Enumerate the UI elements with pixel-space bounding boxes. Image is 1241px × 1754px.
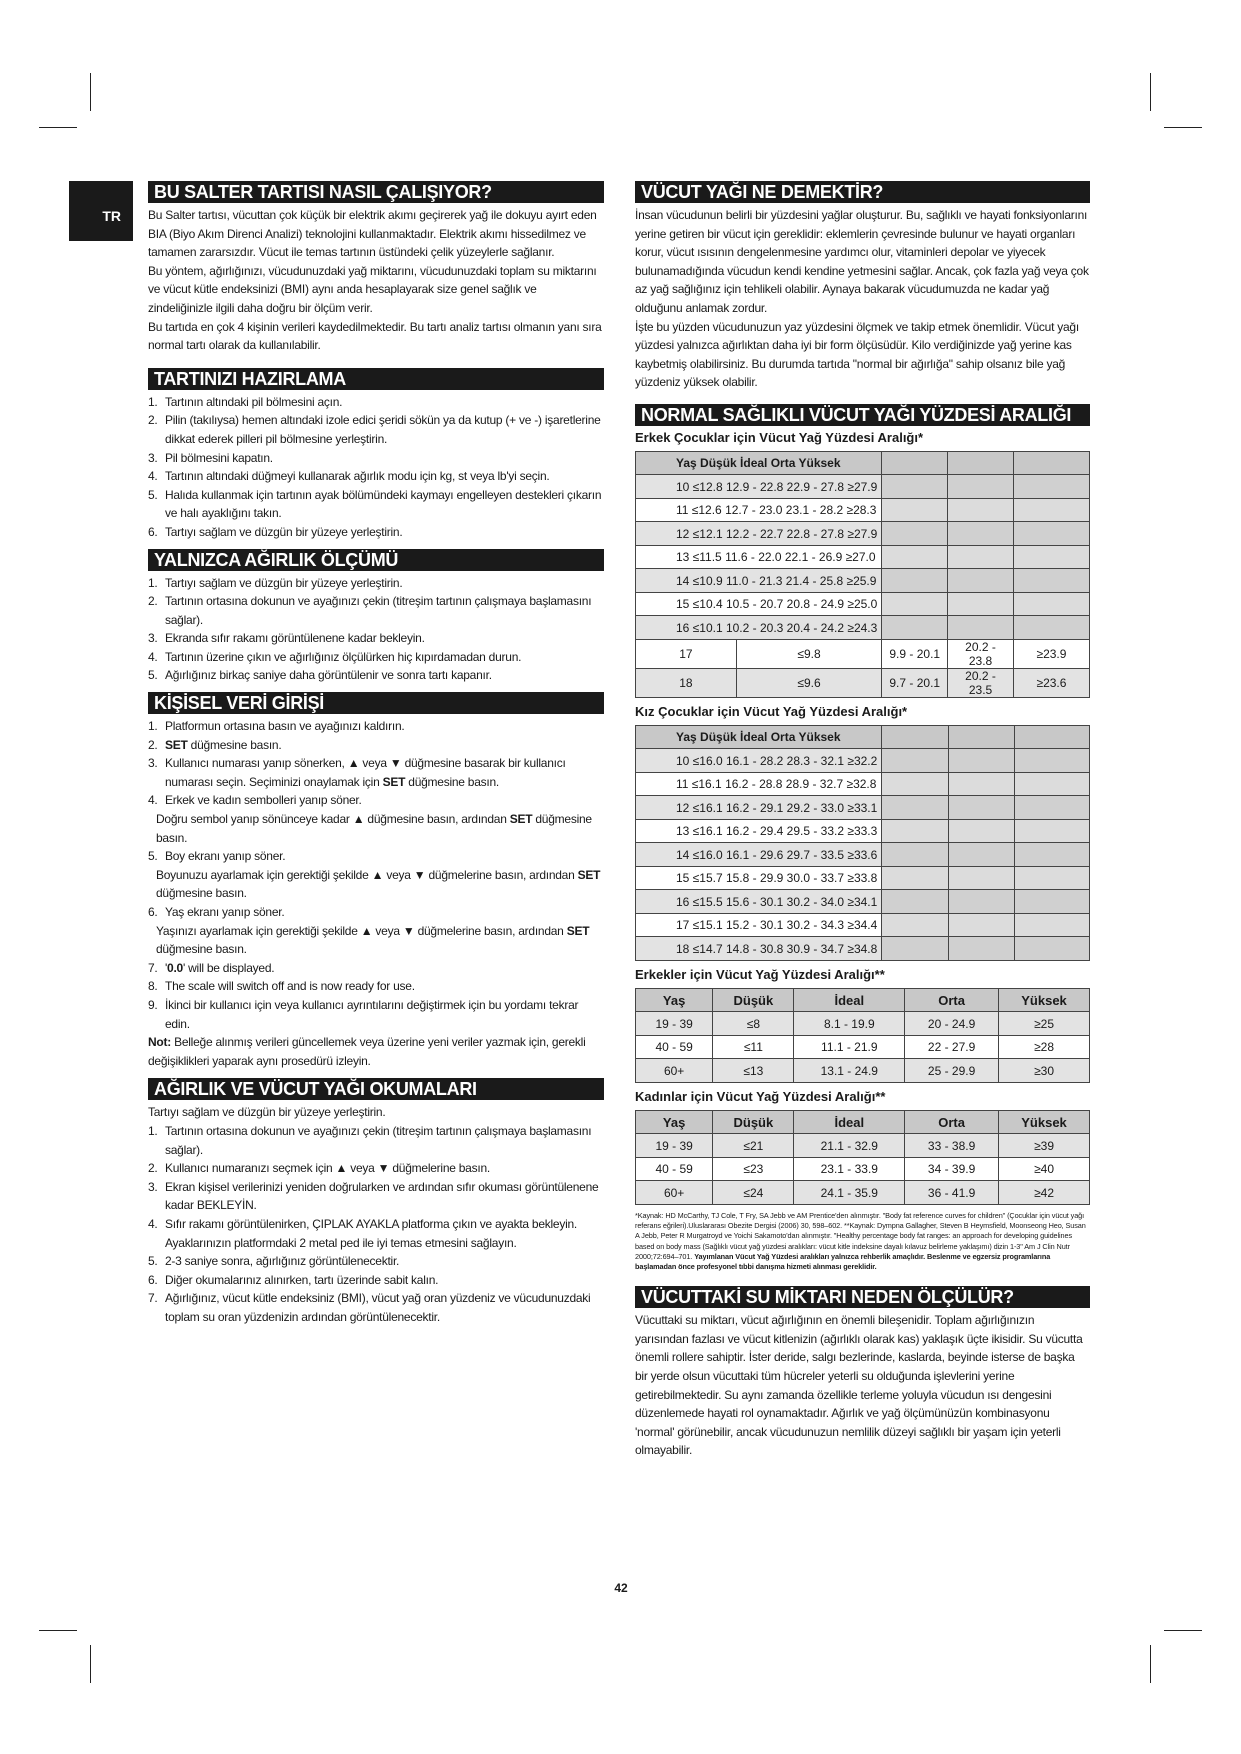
- list-item: Boyunuzu ayarlamak için gerektiği şekilde ▲ veya ▼ düğmelerine basın, ardından SET düğmesine basın.: [156, 867, 601, 901]
- table-row: [636, 843, 1090, 867]
- table-cell: 34 - 39.9: [905, 1157, 999, 1181]
- table-cell: [882, 772, 948, 796]
- paragraph: İnsan vücudunun belirli bir yüzdesini yağlar oluşturur. Bu, sağlıklı ve hayati fonksiyonlarını yerine getiren bir vücut için gereklidir: eklemlerin çevresinde bulunur ve hayati organları korur, vücut ısısının dengelenmesine yardımcı olur, vitaminleri depolar ve yiyecek bulunamadığında vücudun kendi kendine yetmesini sağlar. Ancak, çok fazla yağ veya çok az yağ sağlığınız için tehlikeli olabilir. Aynaya bakarak vücudumuzda ne kadar yağ olduğunu anlamak zordur.: [635, 208, 1089, 315]
- table-cell: [948, 592, 1014, 616]
- table-row: [636, 522, 1090, 546]
- section-title: KİŞİSEL VERİ GİRİŞİ: [148, 692, 604, 714]
- water-section: [635, 1286, 1090, 1460]
- down-arrow-icon: ▼: [377, 1161, 390, 1176]
- up-arrow-icon: ▲: [352, 812, 365, 827]
- personal-data-steps: [148, 717, 604, 1033]
- language-tab: TR: [69, 181, 133, 241]
- table-row: [636, 451, 1090, 475]
- table-row: [636, 475, 1090, 499]
- table-row: [636, 1059, 1090, 1083]
- table-cell: [882, 843, 948, 867]
- table-cell: 19 - 39: [636, 1134, 713, 1158]
- table-row: [636, 725, 1090, 749]
- table-cell: 9.9 - 20.1: [882, 639, 948, 668]
- table-cell: 14 ≤10.9 11.0 - 21.3 21.4 - 25.8 ≥25.9: [636, 569, 882, 593]
- table-cell: 16 ≤15.5 15.6 - 30.1 30.2 - 34.0 ≥34.1: [636, 890, 882, 914]
- table-cell: [882, 725, 948, 749]
- table-row: [636, 890, 1090, 914]
- table-cell: Yaş Düşük İdeal Orta Yüksek: [636, 451, 882, 475]
- list-item: Doğru sembol yanıp sönünceye kadar ▲ düğmesine basın, ardından SET düğmesine basın.: [156, 812, 592, 845]
- table-cell: 23.1 - 33.9: [794, 1157, 905, 1181]
- list-item: 1. Tartının altındaki pil bölmesini açın.: [148, 394, 343, 409]
- crop-mark: [1164, 127, 1202, 128]
- table-cell: [1013, 498, 1089, 522]
- list-item: 5. Ağırlığınız birkaç saniye daha görüntülenir ve sonra tartı kapanır.: [148, 668, 492, 683]
- table-cell: [948, 890, 1014, 914]
- table-cell: 25 - 29.9: [905, 1059, 999, 1083]
- table-cell: [882, 913, 948, 937]
- table-cell: [1013, 522, 1089, 546]
- list-item: 4. Sıfır rakamı görüntülenirken, ÇIPLAK AYAKLA platforma çıkın ve ayakta bekleyin. Ayaklarınızın platformdaki 2 metal ped ile iyi temas etmesini sağlayın.: [148, 1216, 578, 1250]
- how-it-works-section: [148, 181, 604, 355]
- table-cell: 21.1 - 32.9: [794, 1134, 905, 1158]
- table-cell: ≥42: [999, 1181, 1090, 1205]
- crop-mark: [90, 1645, 91, 1683]
- table-cell: ≥39: [999, 1134, 1090, 1158]
- crop-mark: [39, 1630, 77, 1631]
- table-cell: [948, 569, 1014, 593]
- section-title: BU SALTER TARTISI NASIL ÇALIŞIYOR?: [148, 181, 604, 203]
- table-cell: [882, 866, 948, 890]
- table-cell: [1013, 616, 1089, 640]
- table-cell: 40 - 59: [636, 1035, 713, 1059]
- table-cell: 12 ≤16.1 16.2 - 29.1 29.2 - 33.0 ≥33.1: [636, 796, 882, 820]
- column-header: İdeal: [794, 1110, 905, 1134]
- table-cell: ≥23.9: [1013, 639, 1089, 668]
- table-cell: ≤24: [713, 1181, 794, 1205]
- table-cell: [948, 522, 1014, 546]
- table-row: [636, 819, 1090, 843]
- table-cell: [882, 545, 948, 569]
- table-row: [636, 639, 1090, 668]
- section-title: VÜCUTTAKİ SU MİKTARI NEDEN ÖLÇÜLÜR?: [635, 1286, 1090, 1308]
- list-item: 9. İkinci bir kullanıcı için veya kullanıcı ayrıntılarını değiştirmek için bu yordamı tekrar edin.: [148, 997, 579, 1031]
- table-row: [636, 1134, 1090, 1158]
- column-header: Orta: [905, 1110, 999, 1134]
- girls-table-caption: Kız Çocuklar için Vücut Yağ Yüzdesi Aralığı*: [635, 703, 908, 719]
- table-cell: ≥40: [999, 1157, 1090, 1181]
- table-cell: [1013, 475, 1089, 499]
- list-item: 3. Pil bölmesini kapatın.: [148, 450, 273, 465]
- list-item: 6. Yaş ekranı yanıp söner.: [148, 905, 285, 919]
- readings-steps: [148, 1122, 604, 1327]
- table-row: [636, 592, 1090, 616]
- column-header: Düşük: [713, 1110, 794, 1134]
- list-item: 3. Kullanıcı numarası yanıp sönerken, ▲ veya ▼ düğmesine basarak bir kullanıcı numarası seçin. Seçiminizi onaylamak için SET düğmesine basın.: [148, 756, 566, 789]
- table-cell: [948, 498, 1014, 522]
- table-cell: [882, 498, 948, 522]
- list-item: 5. Boy ekranı yanıp söner.: [148, 849, 286, 864]
- table-cell: [948, 545, 1014, 569]
- table-header-row: [636, 1110, 1090, 1134]
- list-item: 8. The scale will switch off and is now ready for use.: [148, 979, 415, 994]
- table-cell: ≥28: [999, 1035, 1090, 1059]
- table-cell: [948, 796, 1014, 820]
- table-cell: 14 ≤16.0 16.1 - 29.6 29.7 - 33.5 ≥33.6: [636, 843, 882, 867]
- preparing-steps: [148, 393, 604, 542]
- table-row: [636, 1181, 1090, 1205]
- table-cell: 18: [636, 668, 737, 697]
- table-cell: [1014, 913, 1089, 937]
- table-cell: [1013, 569, 1089, 593]
- table-row: [636, 668, 1090, 697]
- list-item: 4. Erkek ve kadın sembolleri yanıp söner.: [148, 793, 362, 808]
- table-cell: [948, 819, 1014, 843]
- list-item: 1. Tartıyı sağlam ve düzgün bir yüzeye yerleştirin.: [148, 575, 403, 590]
- table-cell: [1013, 545, 1089, 569]
- paragraph: Bu tartıda en çok 4 kişinin verileri kaydedilmektedir. Bu tartı analiz tartısı olmanın yanı sıra normal tartı olarak da kullanılabilir.: [148, 319, 602, 353]
- table-cell: 18 ≤14.7 14.8 - 30.8 30.9 - 34.7 ≥34.8: [636, 937, 882, 961]
- table-cell: ≤13: [713, 1059, 794, 1083]
- table-cell: 17 ≤15.1 15.2 - 30.1 30.2 - 34.3 ≥34.4: [636, 913, 882, 937]
- up-arrow-icon: ▲: [360, 923, 373, 938]
- ranges-section: [635, 404, 1090, 1272]
- table-cell: 60+: [636, 1181, 713, 1205]
- list-item: 4. Tartının altındaki düğmeyi kullanarak ağırlık modu için kg, st veya lb'yi seçin.: [148, 469, 550, 484]
- section-title: NORMAL SAĞLIKLI VÜCUT YAĞI YÜZDESİ ARALIĞI: [635, 404, 1090, 426]
- list-item: 3. Ekranda sıfır rakamı görüntülenene kadar bekleyin.: [148, 631, 425, 646]
- boys-table-caption: Erkek Çocuklar için Vücut Yağ Yüzdesi Aralığı*: [635, 429, 924, 445]
- table-cell: [948, 937, 1014, 961]
- table-row: [636, 937, 1090, 961]
- table-cell: [882, 592, 948, 616]
- list-item: 6. Tartıyı sağlam ve düzgün bir yüzeye yerleştirin.: [148, 524, 403, 539]
- list-item: 2. SET düğmesine basın.: [148, 737, 282, 752]
- column-header: İdeal: [794, 988, 905, 1012]
- column-header: Yüksek: [999, 1110, 1090, 1134]
- table-cell: [882, 796, 948, 820]
- table-cell: [882, 819, 948, 843]
- table-cell: [1013, 451, 1089, 475]
- table-row: [636, 772, 1090, 796]
- table-cell: [948, 913, 1014, 937]
- note: Not: Belleğe alınmış verileri güncellemek veya üzerine yeni veriler yazmak için, gerekli değişiklikleri yaparak aynı prosedürü izleyin.: [148, 1035, 586, 1068]
- table-cell: [948, 725, 1014, 749]
- table-cell: [1013, 592, 1089, 616]
- list-item: 7. Ağırlığınız, vücut kütle endeksiniz (BMI), vücut yağ oran yüzdeniz ve vücudunuzdaki toplam su oran yüzdenizin ardından görüntülenecektir.: [148, 1291, 591, 1324]
- table-cell: 36 - 41.9: [905, 1181, 999, 1205]
- set-label: SET: [165, 737, 188, 752]
- column-header: Orta: [905, 988, 999, 1012]
- section-title: YALNIZCA AĞIRLIK ÖLÇÜMÜ: [148, 549, 604, 571]
- table-row: [636, 796, 1090, 820]
- table-cell: [1014, 749, 1089, 773]
- table-row: [636, 866, 1090, 890]
- paragraph: Bu Salter tartısı, vücuttan çok küçük bir elektrik akımı geçirerek yağ ile dokuyu ayırt eden BIA (Biyo Akım Direnci Analizi) teknolojini kullanmaktadır. Elektrik akımı hissedilmez ve tamamen zararsızdır. Vücut ile temas tartının üstündeki çelik yüzeylerle sağlanır.: [148, 208, 597, 260]
- table-cell: ≤11: [713, 1035, 794, 1059]
- table-cell: 11 ≤16.1 16.2 - 28.8 28.9 - 32.7 ≥32.8: [636, 772, 882, 796]
- table-cell: [948, 772, 1014, 796]
- list-item: 7. '0.0' will be displayed.: [148, 960, 275, 975]
- table-row: [636, 498, 1090, 522]
- table-cell: [882, 890, 948, 914]
- table-cell: [948, 749, 1014, 773]
- paragraph: İşte bu yüzden vücudunuzun yaz yüzdesini ölçmek ve takip etmek önemlidir. Vücut yağı yüzdesi yalnızca ağırlıktan daha iyi bir form ölçüsüdür. Kilo verdiğinizde yağ yerine kas kaybetmiş olabilirsiniz. Bu durumda tartıda "normal bir ağırlığa" sahip olsanız bile yağ yüzdeniz yüksek olabilir.: [635, 319, 1079, 390]
- crop-mark: [1150, 1645, 1151, 1683]
- table-cell: [882, 569, 948, 593]
- table-cell: ≥23.6: [1013, 668, 1089, 697]
- table-cell: [948, 866, 1014, 890]
- list-item: 5. 2-3 saniye sonra, ağırlığınız görüntülenecektir.: [148, 1254, 400, 1269]
- men-table: [635, 988, 1090, 1083]
- column-header: Yaş: [636, 1110, 713, 1134]
- table-cell: [1014, 819, 1089, 843]
- table-cell: 20.2 - 23.8: [948, 639, 1014, 668]
- weight-only-steps: [148, 574, 604, 686]
- table-cell: 16 ≤10.1 10.2 - 20.3 20.4 - 24.2 ≥24.3: [636, 616, 882, 640]
- table-cell: 13 ≤16.1 16.2 - 29.4 29.5 - 33.2 ≥33.3: [636, 819, 882, 843]
- table-cell: 13.1 - 24.9: [794, 1059, 905, 1083]
- paragraph: Vücuttaki su miktarı, vücut ağırlığının en önemli bileşenidir. Toplam ağırlığınızın yarısından fazlası ve vücut kitlenizin (ağırlıklı olarak kas) yaklaşık üçte ikisidir. Su vücutta önemli rollere sahiptir. İster deride, salgı bezlerinde, kaslarda, beyinde isterse de başka bir yerde olsun vücuttaki tüm hücreler yeterli su olduğunda işlevlerini yerine getirebilmektedir. Su aynı zamanda özellikle terleme yoluyla vücudun ısı dengesini düzenlemede hayati rol oynamaktadır. Ağırlık ve yağ ölçümünüzün kombinasyonu 'normal' görünebilir, ancak vücudunuzun nemlilik düzeyi sağlıklı bir yaşam için yeterli olmayabilir.: [635, 1313, 1083, 1458]
- table-row: [636, 913, 1090, 937]
- table-cell: [948, 475, 1014, 499]
- body-fat-section: [635, 181, 1090, 392]
- table-cell: [1014, 843, 1089, 867]
- preparing-section: [148, 368, 604, 542]
- table-row: [636, 616, 1090, 640]
- crop-mark: [1150, 73, 1151, 111]
- table-cell: [882, 522, 948, 546]
- up-arrow-icon: ▲: [371, 867, 384, 882]
- table-cell: [882, 451, 948, 475]
- table-cell: ≥25: [999, 1012, 1090, 1036]
- table-cell: ≤23: [713, 1157, 794, 1181]
- crop-mark: [39, 127, 77, 128]
- column-header: Yüksek: [999, 988, 1090, 1012]
- table-row: [636, 1012, 1090, 1036]
- table-cell: [948, 451, 1014, 475]
- table-cell: 13 ≤11.5 11.6 - 22.0 22.1 - 26.9 ≥27.0: [636, 545, 882, 569]
- table-cell: [882, 616, 948, 640]
- table-cell: 22 - 27.9: [905, 1035, 999, 1059]
- table-cell: 20 - 24.9: [905, 1012, 999, 1036]
- section-title: AĞIRLIK VE VÜCUT YAĞI OKUMALARI: [148, 1078, 604, 1100]
- women-table-caption: Kadınlar için Vücut Yağ Yüzdesi Aralığı**: [635, 1088, 886, 1104]
- list-item: 1. Platformun ortasına basın ve ayağınızı kaldırın.: [148, 719, 405, 734]
- section-title: VÜCUT YAĞI NE DEMEKTİR?: [635, 181, 1090, 203]
- table-cell: 8.1 - 19.9: [794, 1012, 905, 1036]
- table-cell: ≤9.6: [736, 668, 882, 697]
- page-number: 42: [614, 1581, 628, 1595]
- section-title: TARTINIZI HAZIRLAMA: [148, 368, 604, 390]
- weight-only-section: [148, 549, 604, 686]
- table-cell: 10 ≤12.8 12.9 - 22.8 22.9 - 27.8 ≥27.9: [636, 475, 882, 499]
- table-cell: ≥30: [999, 1059, 1090, 1083]
- table-cell: 20.2 - 23.5: [948, 668, 1014, 697]
- table-cell: 60+: [636, 1059, 713, 1083]
- table-cell: 15 ≤15.7 15.8 - 29.9 30.0 - 33.7 ≥33.8: [636, 866, 882, 890]
- table-header-row: [636, 988, 1090, 1012]
- list-item: Yaşınızı ayarlamak için gerektiği şekilde ▲ veya ▼ düğmelerine basın, ardından SET düğmesine basın.: [156, 923, 590, 957]
- table-cell: [1014, 725, 1089, 749]
- table-cell: ≤9.8: [736, 639, 882, 668]
- zero-display: 0.0: [167, 960, 183, 975]
- table-cell: 33 - 38.9: [905, 1134, 999, 1158]
- footnote: *Kaynak: HD McCarthy, TJ Cole, T Fry, SA Jebb ve AM Prentice'den alınmıştır. "Body fat reference curves for children" (Çocuklar için vücut yağı referans eğrileri).Uluslararası Obezite Dergisi (2006) 30, 598–602. **Kaynak: Dympna Gallagher, Steven B Heymsfield, Moonseong Heo, Susan A Jebb, Peter R Murgatroyd ve Yoichi Sakamoto'dan alınmıştır. "Healthy percentage body fat ranges: an approach for developing guidelines based on body mass (Sağlıklı vücut yağ yüzdesi aralıkları: vücut kitle indeksine dayalı kılavuz belirleme yaklaşımı) dizin 1-3" Am J Clin Nutr 2000;72:694–701. Yayımlanan Vücut Yağ Yüzdesi aralıkları yalnızca rehberlik amaçlıdır. Beslenme ve egzersiz programlarına başlamadan önce profesyonel tıbbi danışma hizmeti alınması gereklidir.: [635, 1210, 1086, 1271]
- table-cell: [1014, 866, 1089, 890]
- list-item: 4. Tartının üzerine çıkın ve ağırlığınız ölçülürken hiç kıpırdamadan durun.: [148, 649, 522, 664]
- table-row: [636, 1035, 1090, 1059]
- personal-data-section: [148, 692, 604, 1070]
- table-cell: Yaş Düşük İdeal Orta Yüksek: [636, 725, 882, 749]
- right-column: [635, 181, 1090, 1460]
- table-cell: [948, 843, 1014, 867]
- crop-mark: [90, 73, 91, 111]
- table-cell: [882, 749, 948, 773]
- readings-section: [148, 1078, 604, 1326]
- table-cell: ≤8: [713, 1012, 794, 1036]
- down-arrow-icon: ▼: [413, 867, 426, 882]
- list-item: 5. Halıda kullanmak için tartının ayak bölümündeki kaymayı engelleyen destekleri çıkarın ve halı ayaklığını takın.: [148, 487, 602, 521]
- table-cell: 24.1 - 35.9: [794, 1181, 905, 1205]
- table-cell: [1014, 890, 1089, 914]
- list-item: 1. Tartının ortasına dokunun ve ayağınızı çekin (titreşim tartının çalışmaya başlamasını sağlar).: [148, 1123, 592, 1157]
- table-cell: 12 ≤12.1 12.2 - 22.7 22.8 - 27.8 ≥27.9: [636, 522, 882, 546]
- boys-table: [635, 451, 1090, 698]
- down-arrow-icon: ▼: [402, 923, 415, 938]
- women-table: [635, 1110, 1090, 1205]
- list-item: 2. Tartının ortasına dokunun ve ayağınızı çekin (titreşim tartının çalışmaya başlamasını sağlar).: [148, 594, 592, 627]
- crop-mark: [1164, 1630, 1202, 1631]
- down-arrow-icon: ▼: [389, 756, 402, 771]
- table-cell: 15 ≤10.4 10.5 - 20.7 20.8 - 24.9 ≥25.0: [636, 592, 882, 616]
- up-arrow-icon: ▲: [335, 1161, 348, 1176]
- list-item: 2. Pilin (takılıysa) hemen altındaki izole edici şeridi sökün ya da kutup (+ ve -) işaretlerine dikkat ederek pilleri pil bölmesine yerleştirin.: [148, 413, 601, 446]
- table-row: [636, 749, 1090, 773]
- table-cell: 11.1 - 21.9: [794, 1035, 905, 1059]
- table-cell: ≤21: [713, 1134, 794, 1158]
- list-item: 2. Kullanıcı numaranızı seçmek için ▲ veya ▼ düğmelerine basın.: [148, 1161, 490, 1176]
- list-item: 6. Diğer okumalarınız alınırken, tartı üzerinde sabit kalın.: [148, 1272, 439, 1287]
- table-row: [636, 545, 1090, 569]
- table-row: [636, 1157, 1090, 1181]
- paragraph: Tartıyı sağlam ve düzgün bir yüzeye yerleştirin.: [148, 1105, 386, 1120]
- table-cell: 9.7 - 20.1: [882, 668, 948, 697]
- list-item: 3. Ekran kişisel verilerinizi yeniden doğrularken ve ardından sıfır okuması görüntülenene kadar BEKLEYİN.: [148, 1179, 599, 1213]
- up-arrow-icon: ▲: [347, 756, 360, 771]
- table-cell: 10 ≤16.0 16.1 - 28.2 28.3 - 32.1 ≥32.2: [636, 749, 882, 773]
- table-cell: 11 ≤12.6 12.7 - 23.0 23.1 - 28.2 ≥28.3: [636, 498, 882, 522]
- paragraph: Bu yöntem, ağırlığınızı, vücudunuzdaki yağ miktarını, vücudunuzdaki toplam su miktarını ve vücut kütle endeksinizi (BMI) aynı anda hesaplayarak size genel sağlık ve zindeliğinizle ilgili daha doğru bir ölçüm verir.: [148, 263, 597, 315]
- column-header: Yaş: [636, 988, 713, 1012]
- table-cell: 17: [636, 639, 737, 668]
- table-cell: [882, 475, 948, 499]
- table-cell: [882, 937, 948, 961]
- table-cell: [1014, 796, 1089, 820]
- girls-table: [635, 725, 1090, 961]
- table-cell: [1014, 937, 1089, 961]
- table-cell: 40 - 59: [636, 1157, 713, 1181]
- table-cell: [948, 616, 1014, 640]
- left-column: [148, 181, 604, 1326]
- men-table-caption: Erkekler için Vücut Yağ Yüzdesi Aralığı**: [635, 966, 885, 982]
- table-cell: 19 - 39: [636, 1012, 713, 1036]
- column-header: Düşük: [713, 988, 794, 1012]
- table-cell: [1014, 772, 1089, 796]
- table-row: [636, 569, 1090, 593]
